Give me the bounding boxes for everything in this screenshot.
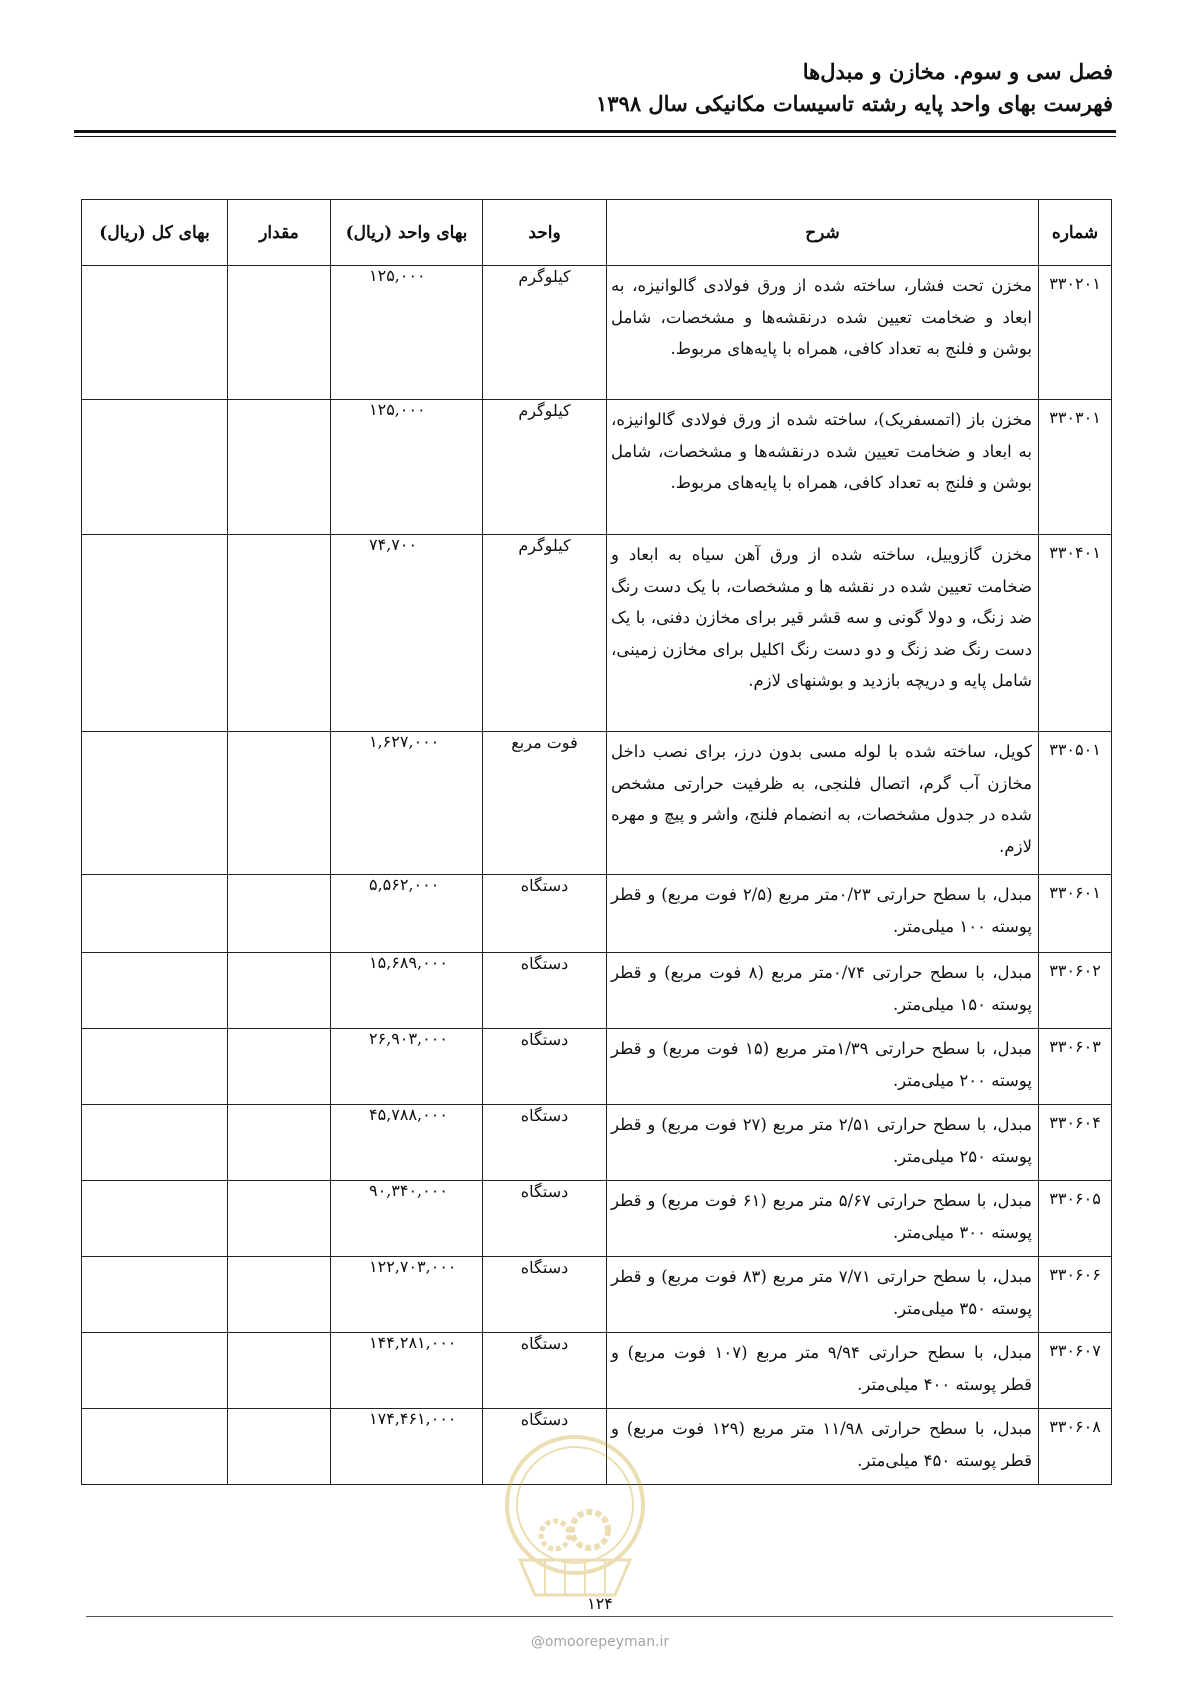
item-number: ۳۳۰۶۰۷	[1039, 1333, 1112, 1409]
column-header-unit-price: بهای واحد (ریال)	[331, 200, 483, 266]
item-unit: کیلوگرم	[483, 400, 607, 535]
item-description: مبدل، با سطح حرارتی ۰/۷۴متر مربع (۸ فوت مربع) و قطر پوسته ۱۵۰ میلی‌متر.	[607, 953, 1039, 1029]
page-number: ۱۲۴	[587, 1594, 613, 1613]
column-header-number: شماره	[1039, 200, 1112, 266]
item-total	[82, 1409, 228, 1485]
item-unit-price: ۱۴۴,۲۸۱,۰۰۰	[331, 1333, 483, 1409]
column-header-quantity: مقدار	[228, 200, 331, 266]
item-unit: فوت مربع	[483, 732, 607, 875]
item-total	[82, 1257, 228, 1333]
item-unit: کیلوگرم	[483, 266, 607, 400]
item-unit: دستگاه	[483, 1029, 607, 1105]
item-number: ۳۳۰۶۰۱	[1039, 875, 1112, 953]
item-number: ۳۳۰۶۰۳	[1039, 1029, 1112, 1105]
item-number: ۳۳۰۶۰۲	[1039, 953, 1112, 1029]
item-unit: دستگاه	[483, 1105, 607, 1181]
table-row	[82, 535, 1112, 732]
table-header-row	[82, 200, 1112, 266]
item-quantity	[228, 1409, 331, 1485]
item-quantity	[228, 535, 331, 732]
item-number: ۳۳۰۶۰۴	[1039, 1105, 1112, 1181]
column-header-unit: واحد	[483, 200, 607, 266]
item-total	[82, 875, 228, 953]
item-description: مبدل، با سطح حرارتی ۱۱/۹۸ متر مربع (۱۲۹ فوت مربع) و قطر پوسته ۴۵۰ میلی‌متر.	[607, 1409, 1039, 1485]
item-unit: دستگاه	[483, 875, 607, 953]
item-number: ۳۳۰۶۰۶	[1039, 1257, 1112, 1333]
column-header-description: شرح	[607, 200, 1039, 266]
item-total	[82, 1105, 228, 1181]
item-number: ۳۳۰۲۰۱	[1039, 266, 1112, 400]
item-total	[82, 953, 228, 1029]
item-number: ۳۳۰۶۰۵	[1039, 1181, 1112, 1257]
item-description: مبدل، با سطح حرارتی ۰/۲۳متر مربع (۲/۵ فوت مربع) و قطر پوسته ۱۰۰ میلی‌متر.	[607, 875, 1039, 953]
item-quantity	[228, 400, 331, 535]
item-unit: کیلوگرم	[483, 535, 607, 732]
table-row	[82, 400, 1112, 535]
item-number: ۳۳۰۶۰۸	[1039, 1409, 1112, 1485]
table-row	[82, 1105, 1112, 1181]
item-total	[82, 1029, 228, 1105]
website-watermark: @omoorepeyman.ir	[530, 1634, 670, 1650]
item-number: ۳۳۰۳۰۱	[1039, 400, 1112, 535]
table-row	[82, 875, 1112, 953]
item-total	[82, 400, 228, 535]
table-row	[82, 732, 1112, 875]
chapter-title: فصل سی و سوم. مخازن و مبدل‌ها	[802, 59, 1113, 84]
item-quantity	[228, 875, 331, 953]
item-total	[82, 732, 228, 875]
table-row	[82, 1257, 1112, 1333]
item-unit: دستگاه	[483, 1257, 607, 1333]
item-description: مبدل، با سطح حرارتی ۹/۹۴ متر مربع (۱۰۷ فوت مربع) و قطر پوسته ۴۰۰ میلی‌متر.	[607, 1333, 1039, 1409]
column-header-total-price: بهای کل (ریال)	[82, 200, 228, 266]
item-unit-price: ۱۲۵,۰۰۰	[331, 400, 483, 535]
item-unit: دستگاه	[483, 953, 607, 1029]
item-quantity	[228, 1181, 331, 1257]
item-unit: دستگاه	[483, 1181, 607, 1257]
item-number: ۳۳۰۴۰۱	[1039, 535, 1112, 732]
item-unit-price: ۱۷۴,۴۶۱,۰۰۰	[331, 1409, 483, 1485]
header-rule-thin	[74, 136, 1116, 137]
item-total	[82, 1181, 228, 1257]
item-description: مبدل، با سطح حرارتی ۷/۷۱ متر مربع (۸۳ فوت مربع) و قطر پوسته ۳۵۰ میلی‌متر.	[607, 1257, 1039, 1333]
item-unit-price: ۱۲۲,۷۰۳,۰۰۰	[331, 1257, 483, 1333]
item-unit-price: ۷۴,۷۰۰	[331, 535, 483, 732]
item-description: مبدل، با سطح حرارتی ۲/۵۱ متر مربع (۲۷ فوت مربع) و قطر پوسته ۲۵۰ میلی‌متر.	[607, 1105, 1039, 1181]
item-quantity	[228, 1105, 331, 1181]
item-unit-price: ۱۲۵,۰۰۰	[331, 266, 483, 400]
item-total	[82, 1333, 228, 1409]
table-row	[82, 953, 1112, 1029]
item-unit-price: ۲۶,۹۰۳,۰۰۰	[331, 1029, 483, 1105]
table-row	[82, 1333, 1112, 1409]
item-quantity	[228, 1029, 331, 1105]
item-description: کویل، ساخته شده با لوله مسی بدون درز، برای نصب داخل مخازن آب گرم، اتصال فلنجی، به ظرفیت حرارتی مشخص شده در جدول مشخصات، به انضمام فلنج، واشر و پیچ و مهره لازم.	[607, 732, 1039, 875]
item-quantity	[228, 732, 331, 875]
item-unit-price: ۵,۵۶۲,۰۰۰	[331, 875, 483, 953]
page-header	[78, 56, 1113, 120]
item-unit-price: ۱,۶۲۷,۰۰۰	[331, 732, 483, 875]
item-description: مبدل، با سطح حرارتی ۱/۳۹متر مربع (۱۵ فوت مربع) و قطر پوسته ۲۰۰ میلی‌متر.	[607, 1029, 1039, 1105]
item-number: ۳۳۰۵۰۱	[1039, 732, 1112, 875]
table-row	[82, 1181, 1112, 1257]
table-row	[82, 266, 1112, 400]
item-unit-price: ۴۵,۷۸۸,۰۰۰	[331, 1105, 483, 1181]
item-unit-price: ۱۵,۶۸۹,۰۰۰	[331, 953, 483, 1029]
item-quantity	[228, 266, 331, 400]
item-unit: دستگاه	[483, 1409, 607, 1485]
item-total	[82, 266, 228, 400]
item-quantity	[228, 1257, 331, 1333]
price-table	[81, 199, 1112, 1485]
footer-rule	[86, 1616, 1113, 1617]
item-description: مبدل، با سطح حرارتی ۵/۶۷ متر مربع (۶۱ فوت مربع) و قطر پوسته ۳۰۰ میلی‌متر.	[607, 1181, 1039, 1257]
item-description: مخزن باز (اتمسفریک)، ساخته شده از ورق فولادی گالوانیزه، به ابعاد و ضخامت تعیین شده درنقشه‌ها و مشخصات، شامل بوشن و فلنج به تعداد کافی، همراه با پایه‌های مربوط.	[607, 400, 1039, 535]
item-description: مخزن تحت فشار، ساخته شده از ورق فولادی گالوانیزه، به ابعاد و ضخامت تعیین شده درنقشه‌ها و مشخصات، شامل بوشن و فلنج به تعداد کافی، همراه با پایه‌های مربوط.	[607, 266, 1039, 400]
table-row	[82, 1029, 1112, 1105]
item-description: مخزن گازوییل، ساخته شده از ورق آهن سیاه به ابعاد و ضخامت تعیین شده در نقشه ها و مشخصات، با یک دست رنگ ضد زنگ، و دولا گونی و سه قشر قیر برای مخازن دفنی، با یک دست رنگ ضد زنگ و دو دست رنگ اکلیل برای مخازن زمینی، شامل پایه و دریچه بازدید و بوشنهای لازم.	[607, 535, 1039, 732]
item-total	[82, 535, 228, 732]
table-row	[82, 1409, 1112, 1485]
item-unit: دستگاه	[483, 1333, 607, 1409]
item-unit-price: ۹۰,۳۴۰,۰۰۰	[331, 1181, 483, 1257]
item-quantity	[228, 953, 331, 1029]
header-rule-thick	[74, 130, 1116, 133]
item-quantity	[228, 1333, 331, 1409]
list-title: فهرست بهای واحد پایه رشته تاسیسات مکانیکی سال ۱۳۹۸	[595, 91, 1113, 116]
